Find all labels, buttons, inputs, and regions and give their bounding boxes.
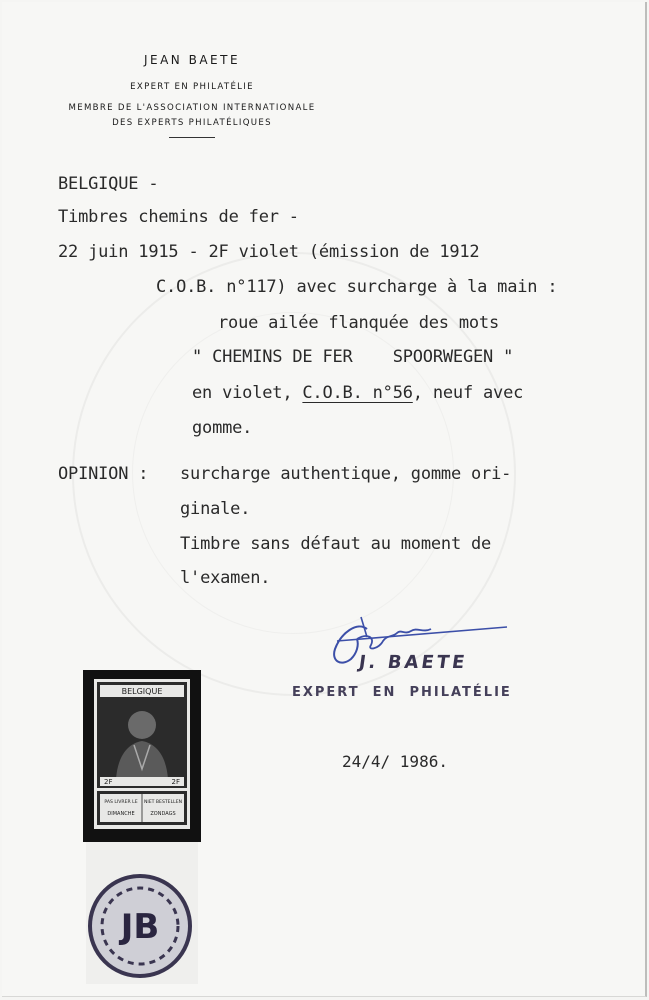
certificate-date: 24/4/ 1986. (342, 752, 448, 771)
description-line-2: 22 juin 1915 - 2F violet (émission de 1912 (58, 242, 480, 262)
stamp-tab-nl-2: ZONDAGS (150, 811, 176, 817)
line-6-prefix: en violet, (192, 383, 303, 403)
certificate-sheet (2, 2, 647, 997)
embossed-seal (85, 864, 195, 982)
expert-title: EXPERT EN PHILATÉLIE (130, 82, 254, 92)
description-line-3: C.O.B. n°117) avec surcharge à la main : (156, 277, 558, 297)
expert-name: JEAN BAETE (143, 53, 241, 67)
opinion-line-4: l'examen. (180, 568, 271, 588)
description-line-5: " CHEMINS DE FER SPOORWEGEN " (192, 347, 514, 367)
stamp-tab-nl-1: NIET BESTELLEN (143, 800, 183, 805)
stamp-tab-fr-1: PAS LIVRER LE (104, 800, 138, 805)
seal-initials: JB (120, 907, 160, 947)
opinion-line-3: Timbre sans défaut au moment de (180, 534, 492, 554)
association-line-1: MEMBRE DE L'ASSOCIATION INTERNATIONALE (68, 103, 316, 113)
stamp-tab-fr-2: DIMANCHE (107, 811, 135, 817)
signature-stamp-name: J. BAETE (357, 652, 469, 673)
opinion-label: OPINION : (58, 464, 149, 484)
description-line-4: roue ailée flanquée des mots (218, 313, 499, 333)
description-line-7: gomme. (192, 418, 253, 438)
country-heading: BELGIQUE - (58, 174, 159, 194)
association-line-2: DES EXPERTS PHILATÉLIQUES (112, 118, 272, 128)
opinion-line-2: ginale. (180, 499, 251, 519)
catalogue-reference: C.O.B. n°56 (302, 383, 413, 403)
stamp-value-right: 2F (171, 778, 180, 786)
stamp-value-left: 2F (104, 778, 113, 786)
stamp-country-label: BELGIQUE (121, 687, 163, 696)
line-6-suffix: , neuf avec (412, 383, 524, 403)
letterhead-rule (169, 137, 215, 138)
description-line-1: Timbres chemins de fer - (58, 207, 299, 227)
description-line-6 (192, 383, 523, 403)
stamp-image (94, 679, 190, 829)
opinion-line-1: surcharge authentique, gomme ori- (180, 464, 512, 484)
signature-stamp-title: EXPERT EN PHILATÉLIE (292, 685, 512, 700)
